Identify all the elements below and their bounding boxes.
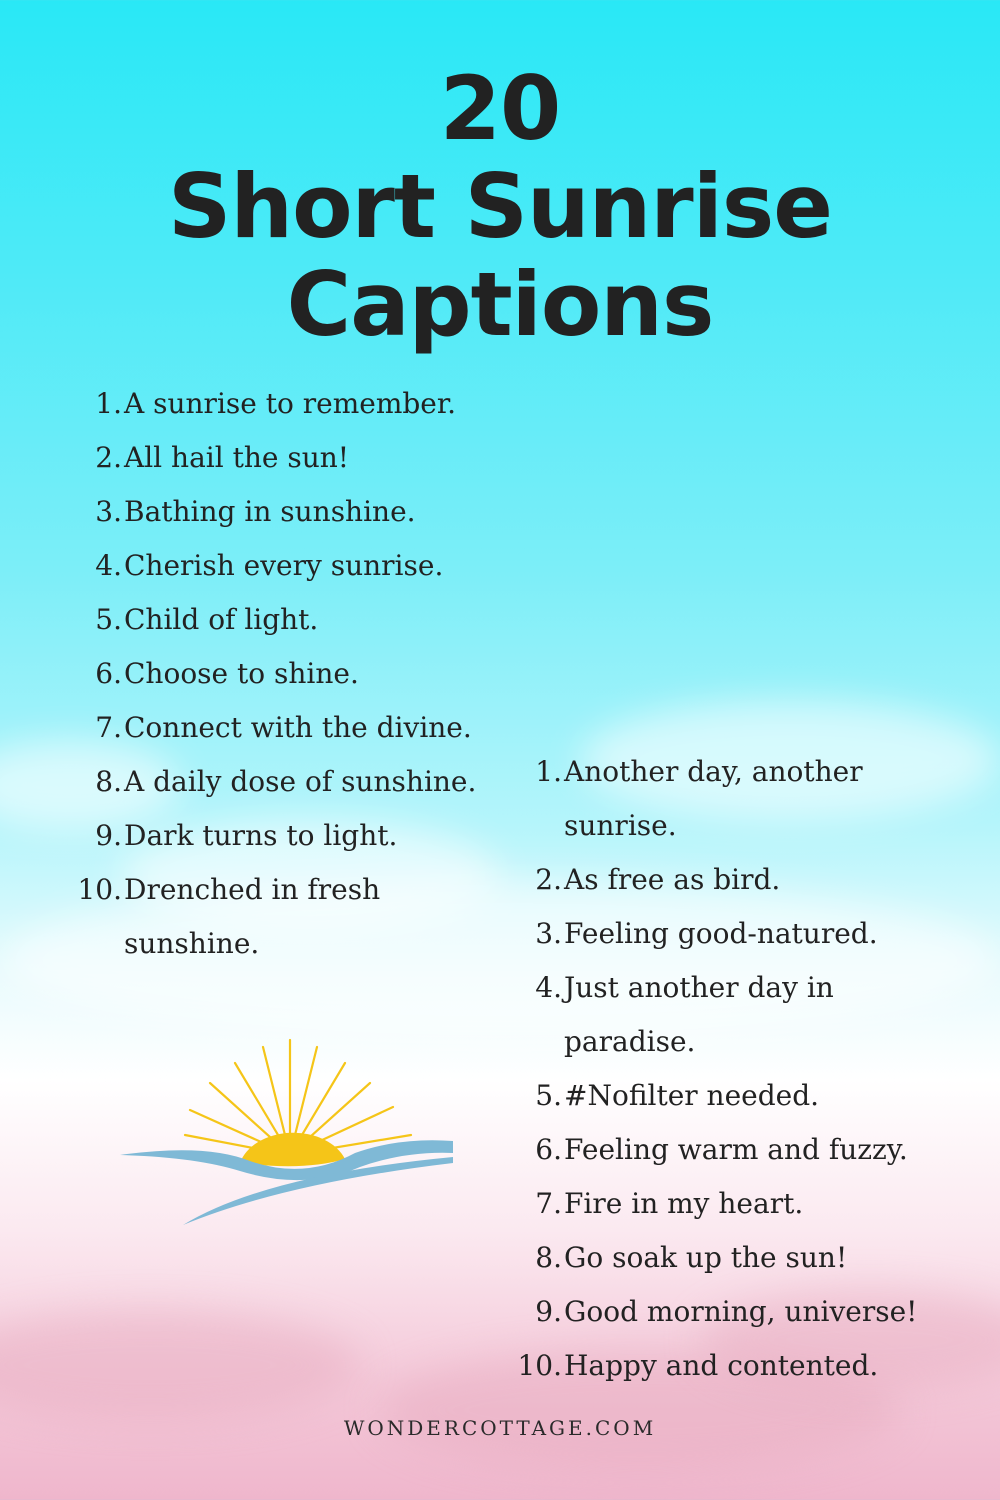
list-item-number: 8.: [535, 1241, 562, 1274]
list-item-text: Fire in my heart.: [564, 1187, 804, 1220]
caption-list-right: [500, 745, 970, 1393]
list-item: [500, 1231, 970, 1285]
list-item: [60, 485, 520, 539]
list-item-number: 6.: [535, 1133, 562, 1166]
list-item: [500, 1069, 970, 1123]
list-item: [60, 701, 520, 755]
list-item-number: 10.: [77, 873, 122, 906]
list-item-text: Just another day in paradise.: [564, 971, 834, 1058]
list-item: [60, 647, 520, 701]
list-item-number: 7.: [95, 711, 122, 744]
cloud-decoration: [0, 1310, 360, 1420]
list-item-text: Choose to shine.: [124, 657, 359, 690]
list-item-number: 1.: [535, 755, 562, 788]
list-item-text: Feeling warm and fuzzy.: [564, 1133, 908, 1166]
list-item-text: All hail the sun!: [124, 441, 350, 474]
list-item: [500, 1339, 970, 1393]
footer-website: WONDERCOTTAGE.COM: [343, 1416, 657, 1440]
list-item-number: 3.: [95, 495, 122, 528]
title-number: 20: [439, 57, 561, 160]
list-item-number: 4.: [95, 549, 122, 582]
sunrise-icon: [115, 1035, 455, 1235]
list-item-number: 4.: [535, 971, 562, 1004]
list-item: [500, 745, 970, 853]
list-item-text: Dark turns to light.: [124, 819, 398, 852]
list-item-text: Happy and contented.: [564, 1349, 879, 1382]
list-item-text: Drenched in fresh sunshine.: [124, 873, 381, 960]
list-item-text: Good morning, universe!: [564, 1295, 918, 1328]
title-line-2: Short Sunrise: [168, 155, 832, 258]
list-item: [500, 1285, 970, 1339]
list-item-number: 5.: [535, 1079, 562, 1112]
list-item-text: A daily dose of sunshine.: [124, 765, 477, 798]
list-item-text: Feeling good-natured.: [564, 917, 878, 950]
list-item: [60, 377, 520, 431]
list-item-text: #Nofilter needed.: [564, 1079, 820, 1112]
list-item: [60, 539, 520, 593]
title-line-3: Captions: [286, 253, 714, 356]
list-item-number: 6.: [95, 657, 122, 690]
list-item: [500, 907, 970, 961]
list-item-number: 1.: [95, 387, 122, 420]
list-item: [60, 809, 520, 863]
list-item: [60, 431, 520, 485]
list-item-text: Child of light.: [124, 603, 319, 636]
list-item: [500, 853, 970, 907]
list-item-number: 9.: [535, 1295, 562, 1328]
list-item-text: Cherish every sunrise.: [124, 549, 444, 582]
list-item: [500, 1123, 970, 1177]
list-item-text: A sunrise to remember.: [124, 387, 457, 420]
list-item-number: 8.: [95, 765, 122, 798]
list-item: [60, 863, 520, 971]
list-item-text: Bathing in sunshine.: [124, 495, 416, 528]
list-item-text: Go soak up the sun!: [564, 1241, 848, 1274]
list-item-text: As free as bird.: [564, 863, 781, 896]
list-item-number: 9.: [95, 819, 122, 852]
list-item-number: 2.: [535, 863, 562, 896]
list-item-text: Connect with the divine.: [124, 711, 472, 744]
list-item: [500, 1177, 970, 1231]
list-item-number: 10.: [517, 1349, 562, 1382]
caption-list-left: [60, 377, 520, 971]
list-item-number: 3.: [535, 917, 562, 950]
list-item-text: Another day, another sunrise.: [564, 755, 863, 842]
list-item-number: 5.: [95, 603, 122, 636]
list-item: [60, 755, 520, 809]
list-item: [500, 961, 970, 1069]
list-item: [60, 593, 520, 647]
list-item-number: 2.: [95, 441, 122, 474]
list-item-number: 7.: [535, 1187, 562, 1220]
page-title: [0, 57, 1000, 356]
